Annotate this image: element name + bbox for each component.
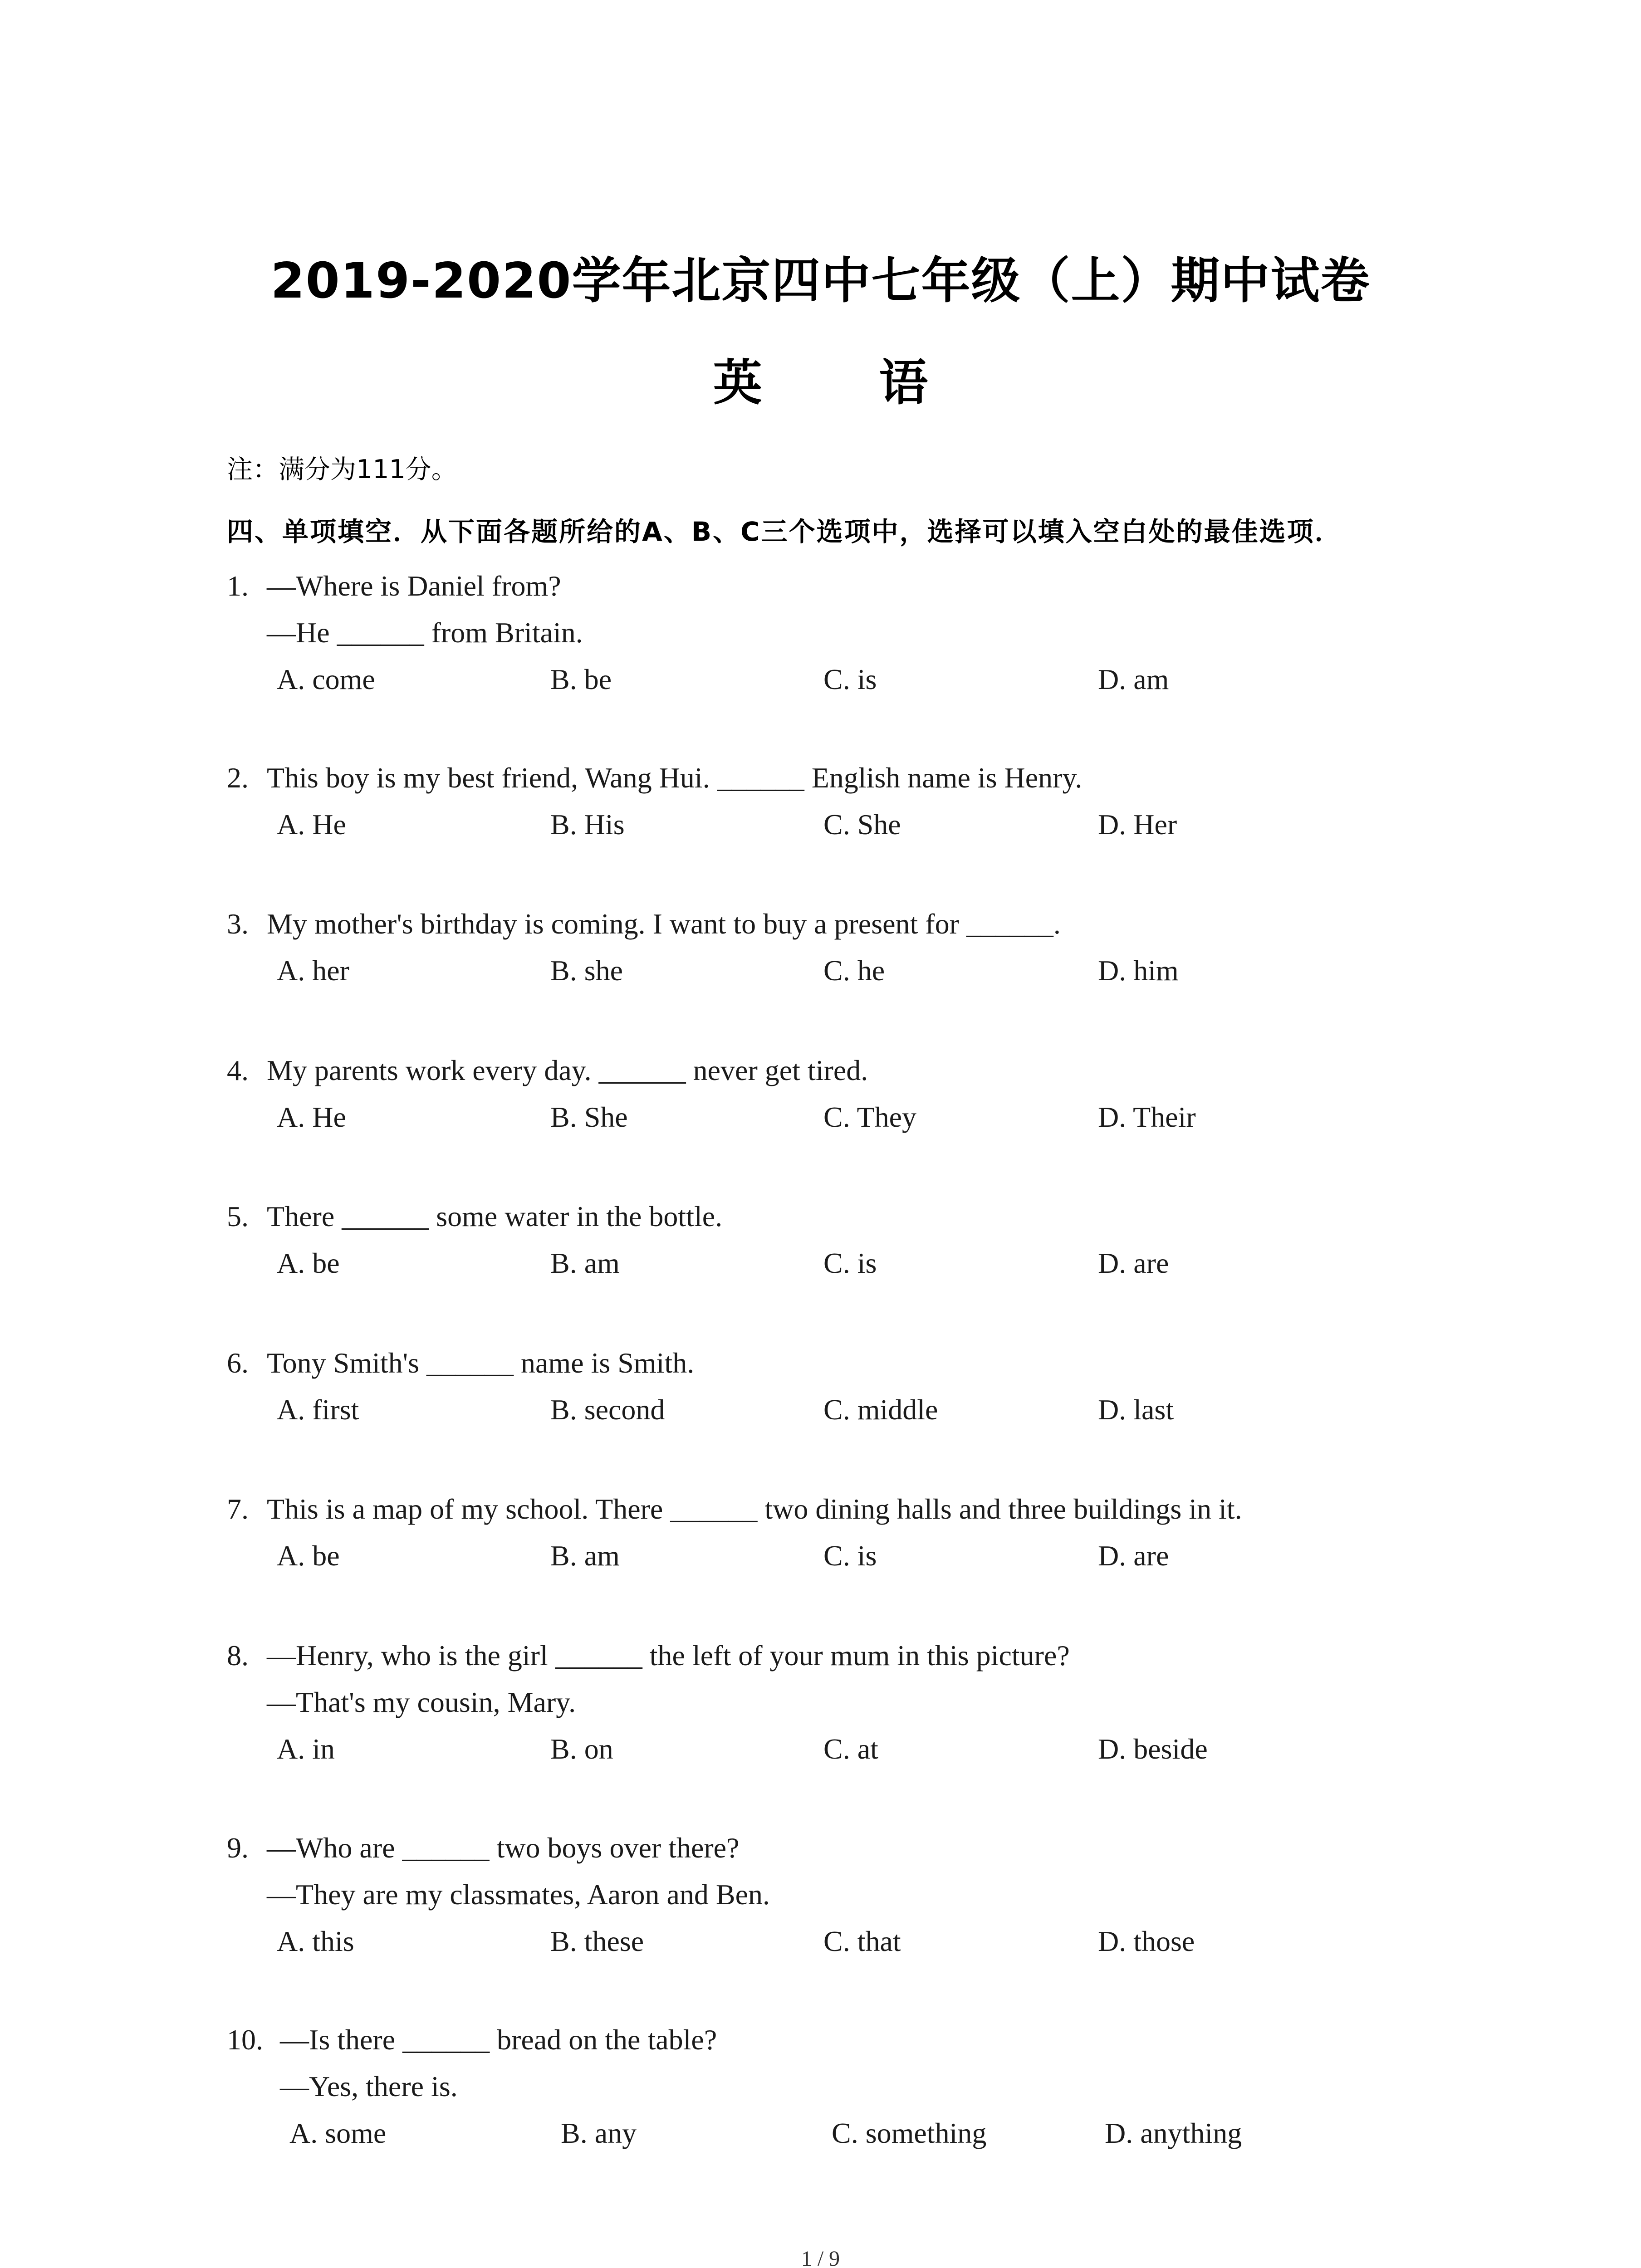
question-text: My parents work every day. ______ never get tired. — [267, 1054, 868, 1086]
option-c: C. he — [823, 954, 885, 987]
option-c: C. She — [823, 808, 901, 841]
question-number: 8. — [227, 1639, 249, 1672]
question-1 — [227, 562, 1452, 703]
question-text: —That's my cousin, Mary. — [267, 1686, 576, 1718]
option-c: C. is — [823, 1247, 877, 1279]
option-d: D. him — [1098, 954, 1179, 987]
question-number: 1. — [227, 570, 249, 602]
option-b: B. am — [550, 1540, 620, 1572]
option-b: B. these — [550, 1925, 644, 1957]
option-a: A. come — [277, 663, 375, 695]
option-c: C. is — [823, 663, 877, 695]
question-6 — [227, 1339, 1452, 1433]
option-d: D. anything — [1105, 2117, 1242, 2149]
options-row — [227, 1240, 1452, 1286]
option-c: C. They — [823, 1101, 917, 1133]
option-d: D. beside — [1098, 1733, 1208, 1765]
option-a: A. He — [277, 1101, 346, 1133]
option-c: C. is — [823, 1540, 877, 1572]
option-b: B. His — [550, 808, 625, 841]
options-row — [227, 947, 1452, 994]
option-a: A. He — [277, 808, 346, 841]
question-number: 3. — [227, 908, 249, 940]
option-d: D. are — [1098, 1247, 1169, 1279]
option-d: D. are — [1098, 1540, 1169, 1572]
question-number: 6. — [227, 1347, 249, 1379]
question-3 — [227, 900, 1452, 994]
option-d: D. last — [1098, 1393, 1174, 1426]
question-text: Tony Smith's ______ name is Smith. — [267, 1347, 695, 1379]
options-row — [227, 1094, 1452, 1140]
options-row — [227, 1386, 1452, 1433]
option-d: D. those — [1098, 1925, 1195, 1957]
question-text: —Where is Daniel from? — [267, 570, 561, 602]
option-a: A. some — [289, 2117, 387, 2149]
option-c: C. that — [823, 1925, 901, 1957]
options-row — [227, 2110, 1452, 2156]
section-heading: 四、单项填空．从下面各题所给的A、B、C三个选项中，选择可以填入空白处的最佳选项． — [227, 516, 1342, 547]
option-b: B. be — [550, 663, 612, 695]
question-8 — [227, 1632, 1452, 1772]
question-text: —They are my classmates, Aaron and Ben. — [267, 1878, 770, 1911]
option-b: B. on — [550, 1733, 613, 1765]
options-row — [227, 656, 1452, 703]
option-a: A. in — [277, 1733, 335, 1765]
question-number: 4. — [227, 1054, 249, 1086]
question-2 — [227, 754, 1452, 848]
question-text: —Who are ______ two boys over there? — [267, 1832, 740, 1864]
option-a: A. be — [277, 1540, 340, 1572]
question-number: 2. — [227, 762, 249, 794]
options-row — [227, 1532, 1452, 1579]
question-4 — [227, 1047, 1452, 1140]
question-text: This boy is my best friend, Wang Hui. ______ English name is Henry. — [267, 762, 1083, 794]
option-b: B. am — [550, 1247, 620, 1279]
options-row — [227, 801, 1452, 848]
option-b: B. she — [550, 954, 623, 987]
question-number: 10. — [227, 2024, 263, 2056]
options-row — [227, 1725, 1452, 1772]
options-row — [227, 1918, 1452, 1965]
question-text: This is a map of my school. There ______ two dining halls and three buildings in it. — [267, 1493, 1242, 1525]
option-c: C. at — [823, 1733, 878, 1765]
question-text: —Henry, who is the girl ______ the left of your mum in this picture? — [267, 1639, 1070, 1672]
question-10 — [227, 2016, 1452, 2156]
question-number: 9. — [227, 1832, 249, 1864]
question-7 — [227, 1486, 1452, 1579]
option-d: D. Their — [1098, 1101, 1196, 1133]
option-a: A. be — [277, 1247, 340, 1279]
question-text: —He ______ from Britain. — [267, 616, 583, 649]
option-d: D. am — [1098, 663, 1169, 695]
question-text: —Is there ______ bread on the table? — [280, 2024, 717, 2056]
option-d: D. Her — [1098, 808, 1177, 841]
option-b: B. any — [561, 2117, 637, 2149]
page-number: 1 / 9 — [801, 2247, 840, 2268]
option-c: C. middle — [823, 1393, 938, 1426]
option-c: C. something — [832, 2117, 987, 2149]
question-9 — [227, 1824, 1452, 1965]
question-text: —Yes, there is. — [280, 2070, 458, 2102]
question-text: My mother's birthday is coming. I want to buy a present for ______. — [267, 908, 1061, 940]
option-b: B. She — [550, 1101, 628, 1133]
option-a: A. first — [277, 1393, 359, 1426]
option-a: A. her — [277, 954, 349, 987]
subject-title: 英 语 — [713, 355, 978, 411]
question-number: 5. — [227, 1200, 249, 1232]
score-note: 注：满分为111分。 — [227, 455, 457, 484]
question-number: 7. — [227, 1493, 249, 1525]
question-text: There ______ some water in the bottle. — [267, 1200, 723, 1232]
exam-title: 2019-2020学年北京四中七年级（上）期中试卷 — [270, 253, 1371, 309]
option-a: A. this — [277, 1925, 354, 1957]
option-b: B. second — [550, 1393, 665, 1426]
question-5 — [227, 1193, 1452, 1286]
